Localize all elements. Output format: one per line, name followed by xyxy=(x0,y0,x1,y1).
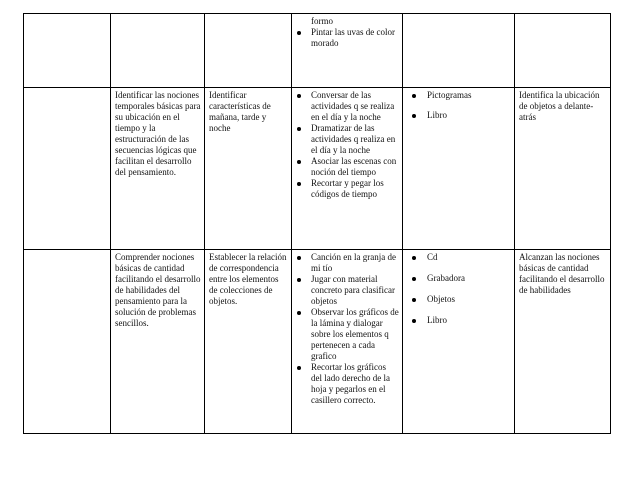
activities-cell xyxy=(292,14,403,88)
area-cell xyxy=(24,88,111,250)
resources-cell xyxy=(403,14,515,88)
table-row xyxy=(24,88,611,250)
activity-item: Asociar las escenas con noción del tiempo xyxy=(296,156,399,178)
table-row xyxy=(24,14,611,88)
activities-list xyxy=(296,90,399,200)
activities-cell xyxy=(292,88,403,250)
area-cell xyxy=(24,14,111,88)
resource-item: Cd xyxy=(407,252,511,263)
activities-cell xyxy=(292,250,403,434)
resource-item: Objetos xyxy=(407,294,511,305)
evaluation-cell: Identifica la ubicación de objetos a delante- atrás xyxy=(515,88,611,250)
activity-item: Recortar y pegar los códigos de tiempo xyxy=(296,178,399,200)
resource-item: Libro xyxy=(407,315,511,326)
resources-list xyxy=(407,90,511,121)
activity-item: Conversar de las actividades q se realiza en el día y la noche xyxy=(296,90,399,123)
activities-list xyxy=(296,252,399,406)
resource-item: Pictogramas xyxy=(407,90,511,101)
resource-item: Grabadora xyxy=(407,273,511,284)
activities-list xyxy=(296,16,399,49)
activity-item: Recortar los gráficos del lado derecho de la hoja y pegarlos en el casillero correcto. xyxy=(296,362,399,406)
evaluation-cell: Alcanzan las nociones básicas de cantidad facilitando el desarrollo de habilidades xyxy=(515,250,611,434)
activity-item: Dramatizar de las actividades q realiza en el día y la noche xyxy=(296,123,399,156)
activity-item: Pintar las uvas de color morado xyxy=(296,27,399,49)
planning-table xyxy=(23,13,611,434)
table-row xyxy=(24,250,611,434)
evaluation-cell xyxy=(515,14,611,88)
objective-cell: Comprender nociones básicas de cantidad facilitando el desarrollo de habilidades del pensamiento para la solución de problemas sencillos. xyxy=(111,250,205,434)
activity-item: Observar los gráficos de la lámina y dialogar sobre los elementos q pertenecen a cada grafico xyxy=(296,307,399,362)
resource-item: Libro xyxy=(407,110,511,121)
skill-cell: Establecer la relación de correspondencia entre los elementos de colecciones de objetos. xyxy=(205,250,292,434)
activity-item: Jugar con material concreto para clasificar objetos xyxy=(296,274,399,307)
objective-cell: Identificar las nociones temporales básicas para su ubicación en el tiempo y la estructuración de las secuencias lógicas que facilitan el desarrollo del pensamiento. xyxy=(111,88,205,250)
resources-cell xyxy=(403,88,515,250)
activity-item: formo xyxy=(311,16,333,26)
area-cell xyxy=(24,250,111,434)
skill-cell: Identificar características de mañana, tarde y noche xyxy=(205,88,292,250)
resources-list xyxy=(407,252,511,326)
skill-cell xyxy=(205,14,292,88)
objective-cell xyxy=(111,14,205,88)
resources-cell xyxy=(403,250,515,434)
activity-item: Canción en la granja de mi tío xyxy=(296,252,399,274)
